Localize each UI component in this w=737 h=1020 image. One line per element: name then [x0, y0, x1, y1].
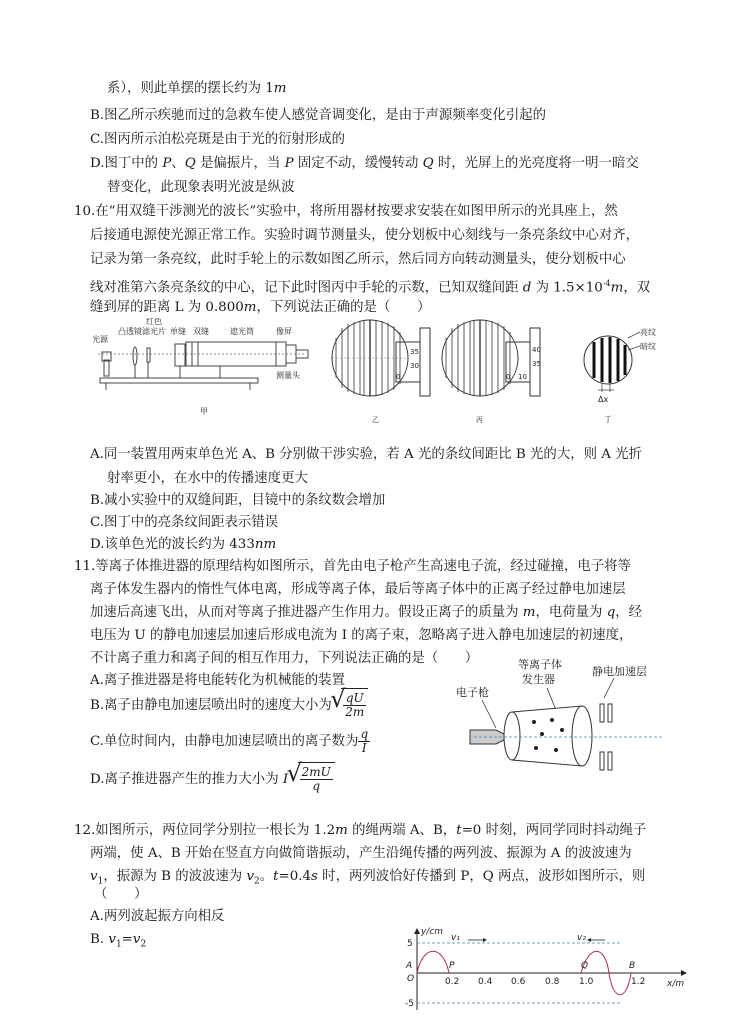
generator-back [572, 706, 592, 766]
tick: 10 [518, 373, 527, 381]
q: q [606, 605, 616, 620]
denominator: q [312, 779, 321, 793]
t: = [121, 932, 133, 947]
point-O: O [407, 974, 415, 984]
t: 时，光屏上的光亮度将一明一暗交 [433, 156, 639, 171]
v: v [132, 932, 141, 947]
label-screen: 像屏 [276, 327, 292, 336]
t: 的绳两端 A、B， [347, 823, 457, 838]
sub: 1 [115, 939, 122, 950]
figure-jia-optical-bench [90, 318, 330, 422]
t-var: t [273, 869, 279, 884]
t: D.该单色光的波长约为 433 [90, 537, 255, 552]
figure-ding-fringes [576, 318, 672, 428]
sub: 2 [254, 876, 260, 887]
q11-option-c [90, 725, 370, 759]
label-filter: 滤光片 [142, 327, 166, 336]
accel-plate [600, 752, 604, 770]
q10-option-d [90, 536, 276, 554]
text: 系），则此单摆的摆长约为 1 [107, 81, 274, 96]
t: 线对准第六条亮条纹的中心，记下此时图丙中手轮的示数，已知双缝间距 [90, 280, 523, 296]
accel-plate [600, 704, 604, 722]
point-Q: Q [581, 961, 589, 971]
label-generator-1: 等离子体 [518, 658, 562, 671]
point-P: P [449, 961, 455, 971]
label-light-source: 光源 [92, 335, 108, 344]
q: Q [422, 156, 434, 171]
x-label: x/m [667, 979, 685, 989]
t: 时，两列波恰好传播到 P，Q 两点，波形如图所示，则 [317, 869, 646, 884]
q12-stem-line-2: 两端，使 A、B 开始在竖直方向做简谐振动，产生沿绳传播的两列波、振源为 A 的波波速为 [90, 846, 632, 861]
q10-stem-line-2: 后接通电源使光源正常工作。实验时调节测量头，使分划板中心刻线与一条亮条纹中心对齐， [90, 228, 640, 243]
t: D.图丁中的 [90, 156, 163, 171]
figure-rope-waves [405, 926, 695, 1014]
label-red: 红色 [146, 318, 162, 326]
q10-option-a: A.同一装置用两束单色光 A、B 分别做干涉实验，若 A 光的条纹间距比 B 光的大，则 A 光折 [90, 447, 642, 462]
point-B: B [629, 961, 636, 971]
numerator: q [360, 727, 369, 741]
numerator: √ qU [343, 692, 366, 706]
i: I [282, 772, 289, 787]
bench-rail [100, 378, 258, 383]
t: B. [90, 932, 109, 947]
y-arrow [414, 928, 420, 934]
figure-yi-reading [330, 318, 442, 428]
t: 为 1.5×10 [531, 280, 603, 296]
t: 、 [171, 156, 185, 171]
v1-label: v₁ [451, 933, 460, 943]
m: m [522, 605, 536, 620]
y-label: y/cm [421, 927, 444, 937]
unit: nm [254, 537, 277, 552]
q9-option-c: C.图丙所示泊松亮斑是由于光的衍射形成的 [90, 132, 346, 147]
t: 。 [259, 869, 274, 884]
s: s [311, 869, 318, 884]
label-shading-tube: 遮光筒 [230, 327, 254, 336]
convex-lens [133, 347, 137, 365]
x-tick: 1.0 [579, 977, 594, 987]
t: ，双 [623, 280, 651, 296]
tick: 30 [410, 362, 419, 370]
filter [147, 348, 150, 362]
label-convex-lens: 凸透镜 [118, 327, 142, 336]
accel-plate [608, 752, 612, 770]
q9-option-a-cont [107, 80, 286, 98]
denominator: 2m [345, 705, 365, 719]
d: d [522, 280, 532, 296]
caption-jia: 甲 [200, 407, 208, 416]
q10-stem-line-4 [90, 275, 650, 297]
q12-option-b [90, 931, 146, 954]
x-tick: 0.2 [445, 977, 460, 987]
x-tick: 0.4 [478, 977, 493, 987]
label-accelerator: 静电加速层 [592, 665, 647, 678]
m: m [610, 280, 624, 296]
x-arrow [681, 970, 687, 976]
figure-bing-reading [440, 318, 552, 428]
sub: 1 [97, 876, 104, 887]
t: ，经 [615, 605, 643, 620]
q11-option-b [90, 688, 368, 723]
t: =0 时刻，两同学同时抖动绳子 [461, 823, 647, 838]
sub: 2 [140, 939, 147, 950]
generator-front [504, 712, 520, 760]
label-generator-2: 发生器 [522, 673, 555, 686]
q11-stem-line-5: 不计离子重力和离子间的相互作用力，下列说法正确的是（ ） [90, 651, 479, 666]
label-bright: 亮纹 [640, 328, 656, 337]
q9-option-d-cont: 替变化，此现象表明光波是纵波 [107, 180, 295, 195]
q11-stem-line-3 [90, 604, 642, 622]
t: ，下列说法正确的是（ ） [256, 300, 431, 315]
label-dx: Δx [598, 395, 609, 404]
fraction [358, 728, 370, 755]
label-single-slit: 单缝 [170, 327, 186, 336]
t: 是偏振片，当 [195, 156, 285, 171]
accel-plate [608, 704, 612, 722]
q10-option-c: C.图丁中的亮条纹间距表示错误 [90, 515, 279, 530]
m: m [243, 300, 257, 315]
t: D.离子推进器产生的推力大小为 [90, 772, 283, 787]
v: v [90, 869, 98, 884]
t: 12.如图所示，两位同学分别拉一根长为 1.2 [74, 823, 336, 838]
q10-stem-line-1: 10.在“用双缝干涉测光的波长”实验中，将所用器材按要求安装在如图甲所示的光具座上，然 [74, 204, 618, 219]
single-slit [175, 344, 185, 366]
light-source [104, 360, 109, 376]
q11-stem-line-4: 电压为 U 的静电加速层加速后形成电流为 I 的离子束，忽略离子进入静电加速层的初速度， [90, 628, 633, 643]
q9-option-b: B.图乙所示疾驰而过的急救车使人感觉音调变化，是由于声源频率变化引起的 [90, 108, 546, 123]
t: ，振源为 B 的波波速为 [103, 869, 247, 884]
q10-option-a-cont: 射率更小，在水中的传播速度更大 [107, 471, 308, 486]
y-tick: 5 [407, 939, 413, 949]
q11-stem-line-1: 11.等离子体推进器的原理结构如图所示，首先由电子枪产生高速电子流，经过碰撞，电子将等 [74, 559, 631, 574]
q: Q [184, 156, 196, 171]
unit: m [273, 81, 287, 96]
q12-paren: （ ） [94, 887, 148, 902]
label-measuring-head: 测量头 [276, 371, 300, 380]
sqrt [341, 688, 368, 723]
t: 加速后高速飞出，从而对等离子推进器产生作用力。假设正离子的质量为 [90, 605, 523, 620]
fraction [300, 766, 333, 793]
tick: 35 [532, 360, 541, 368]
q10-stem-line-5 [90, 299, 431, 317]
x-tick: 0.6 [511, 977, 526, 987]
t: C.单位时间内，由静电加速层喷出的离子数为 [90, 734, 359, 749]
t: B.离子由静电加速层喷出时的速度大小为 [90, 698, 332, 713]
q10-stem-line-3: 记录为第一条亮纹，此时手轮上的示数如图乙所示，然后同方向转动测量头，使分划板中心 [90, 252, 626, 267]
label-electron-gun: 电子枪 [456, 686, 489, 699]
q10-option-b: B.减小实验中的双缝间距，目镜中的条纹数会增加 [90, 493, 386, 508]
q9-option-d [90, 155, 639, 173]
m: m [335, 823, 348, 838]
caption-bing: 丙 [476, 416, 483, 424]
p: P [284, 156, 294, 171]
caption-yi: 乙 [372, 416, 379, 424]
x-tick: 1.2 [631, 977, 646, 987]
tick: 0 [396, 373, 401, 381]
q11-stem-line-2: 离子体发生器内的惰性气体电离，形成等离子体，最后等离子体中的正离子经过静电加速层 [90, 582, 626, 597]
v2-label: v₂ [577, 933, 586, 943]
exp: -4 [602, 279, 611, 288]
v: v [108, 932, 116, 947]
wave-A [417, 951, 449, 973]
t: 缝到屏的距离 L 为 0.800 [90, 300, 244, 315]
drum-body [420, 328, 430, 396]
figure-plasma-thruster [452, 658, 697, 778]
fraction [343, 692, 366, 719]
q11-option-a: A.离子推进器是将电能转化为机械能的装置 [90, 673, 345, 688]
t: =0.4 [278, 869, 312, 884]
point-A: A [406, 961, 413, 971]
numerator: √ 2mU [301, 765, 331, 779]
t: ，电荷量为 [535, 605, 607, 620]
v: v [246, 869, 255, 884]
q12-stem-line-1 [74, 822, 646, 840]
x-tick: 0.8 [545, 977, 560, 987]
tick: 35 [410, 348, 419, 356]
label-double-slit: 双缝 [193, 327, 209, 336]
q12-option-a: A.两列波起振方向相反 [90, 909, 225, 924]
tick: 0 [506, 373, 511, 381]
tick: 40 [532, 346, 541, 354]
caption-ding: 丁 [604, 415, 612, 424]
label-dark: 暗纹 [640, 342, 656, 351]
t: 固定不动，缓慢转动 [293, 156, 423, 171]
y-tick: -5 [405, 999, 414, 1009]
q12-stem-line-3 [90, 868, 645, 891]
denominator: I [361, 741, 367, 755]
q11-option-d [90, 762, 335, 797]
sqrt [298, 762, 335, 797]
t-var: t [456, 823, 462, 838]
p: P [162, 156, 172, 171]
